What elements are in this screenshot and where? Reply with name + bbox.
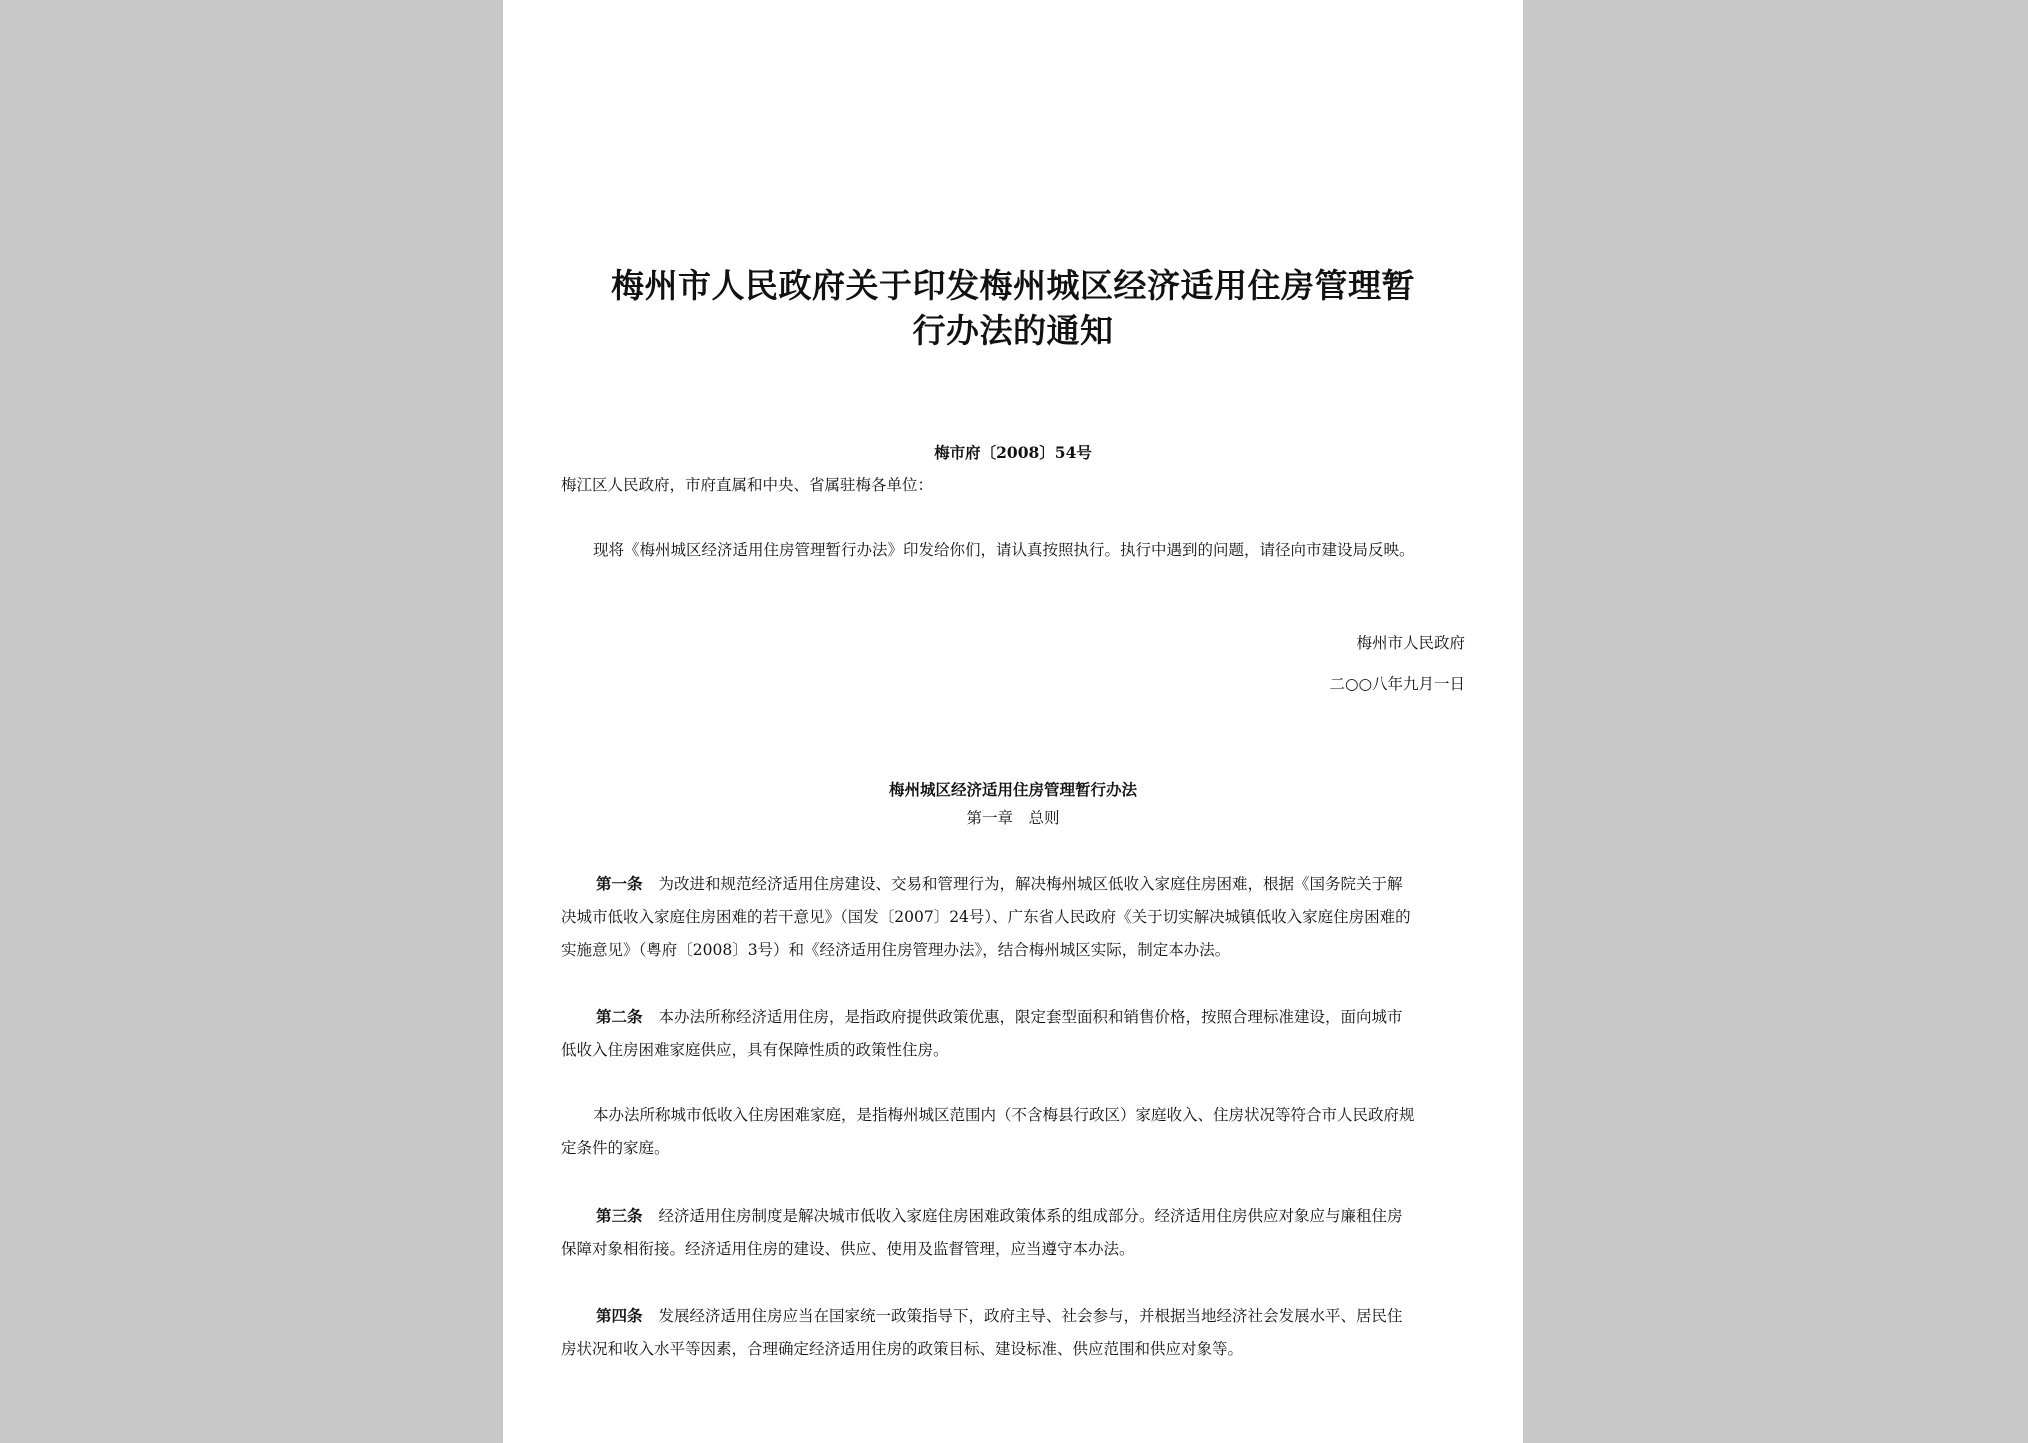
notice-body: 现将《梅州城区经济适用住房管理暂行办法》印发给你们，请认真按照执行。执行中遇到的问题，请径向市建设局反映。 [593,541,1415,559]
article-3-text-1: 经济适用住房制度是解决城市低收入家庭住房困难政策体系的组成部分。经济适用住房供应对象应与廉租住房 [658,1207,1403,1225]
article-4-line-1 [596,1306,1403,1326]
article-4-text-1: 发展经济适用住房应当在国家统一政策指导下，政府主导、社会参与，并根据当地经济社会发展水平、居民住 [658,1307,1403,1325]
chapter-heading: 第一章 总则 [966,809,1060,827]
issue-date: 二○○八年九月一日 [1329,675,1465,693]
article-3-label: 第三条 [596,1206,643,1225]
document-title-line-1: 梅州市人民政府关于印发梅州城区经济适用住房管理暂 [611,266,1415,305]
addressee: 梅江区人民政府，市府直属和中央、省属驻梅各单位： [561,476,934,494]
measures-title: 梅州城区经济适用住房管理暂行办法 [888,780,1137,799]
document-number: 梅市府〔2008〕54号 [934,443,1092,462]
article-1-line-2: 决城市低收入家庭住房困难的若干意见》（国发〔2007〕24号）、广东省人民政府《关于切实解决城镇低收入家庭住房困难的 [561,908,1411,926]
article-2-line-2: 低收入住房困难家庭供应，具有保障性质的政策性住房。 [561,1041,949,1059]
article-2-label: 第二条 [596,1007,643,1026]
article-1-line-3: 实施意见》（粤府〔2008〕3号）和《经济适用住房管理办法》，结合梅州城区实际，制定本办法。 [561,941,1231,959]
article-2-text-1: 本办法所称经济适用住房，是指政府提供政策优惠，限定套型面积和销售价格，按照合理标准建设，面向城市 [658,1008,1403,1026]
article-3-line-1 [596,1206,1403,1226]
article-4-label: 第四条 [596,1306,643,1325]
article-1-text-1: 为改进和规范经济适用住房建设、交易和管理行为，解决梅州城区低收入家庭住房困难，根据《国务院关于解 [658,875,1403,893]
article-1-label: 第一条 [596,874,643,893]
article-2-line-1 [596,1007,1403,1027]
issuer: 梅州市人民政府 [1356,634,1465,652]
document-page [503,0,1523,1443]
article-1-line-1 [596,874,1403,894]
article-2-paragraph-2-line-2: 定条件的家庭。 [561,1139,670,1157]
article-2-paragraph-2-line-1: 本办法所称城市低收入住房困难家庭，是指梅州城区范围内（不含梅县行政区）家庭收入、住房状况等符合市人民政府规 [593,1106,1415,1124]
article-3-line-2: 保障对象相衔接。经济适用住房的建设、供应、使用及监督管理，应当遵守本办法。 [561,1240,1135,1258]
article-4-line-2: 房状况和收入水平等因素，合理确定经济适用住房的政策目标、建设标准、供应范围和供应对象等。 [561,1340,1244,1358]
document-title-line-2: 行办法的通知 [912,311,1114,350]
